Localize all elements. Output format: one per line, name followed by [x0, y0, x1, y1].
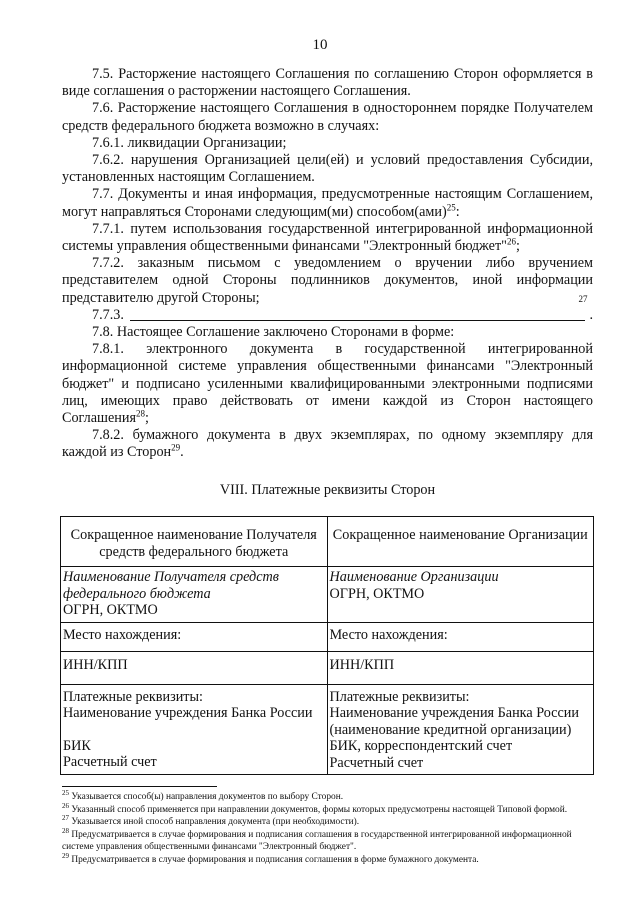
cell-recipient-location: Место нахождения:	[61, 622, 328, 652]
page-number: 10	[312, 37, 328, 53]
footnote-25: $^{25}$ Указывается способ(ы) направления документов по выбору Сторон.	[62, 788, 344, 802]
footnote-26: $^{26}$ Указанный способ применяется при направлении документов, формы которых предусмотрены настоящей Типовой формой.	[62, 801, 568, 815]
section-heading: VIII. Платежные реквизиты Сторон	[219, 481, 436, 498]
footnote-ref-25: 25	[446, 201, 456, 212]
clause-7-7-2: 7.7.2. заказным письмом с уведомлением о вручении либо вручением представителем одной Стороны подлинников документов, иной информации представителю другой Стороны;	[62, 255, 593, 306]
table-row	[61, 567, 594, 623]
clause-7-8-2: 7.8.2. бумажного документа в двух экземплярах, по одному экземпляру для каждой из Сторон$^{29}$.	[62, 427, 593, 461]
cell-organization-bank: Платежные реквизиты: Наименование учреждения Банка России (наименование кредитной организации) БИК, корреспондентский счет Расчетный счет	[327, 684, 594, 775]
footnote-29: $^{29}$ Предусматривается в случае формирования и подписания соглашения в форме бумажного документа.	[62, 851, 479, 865]
table-row	[61, 684, 594, 775]
payment-details-table	[60, 516, 594, 775]
clause-7-6: 7.6. Расторжение настоящего Соглашения в одностороннем порядке Получателем средств федерального бюджета возможно в случаях:	[62, 100, 593, 134]
cell-organization-name: Наименование Организации ОГРН, ОКТМО	[327, 567, 594, 623]
footnotes	[62, 788, 593, 867]
clause-7-6-1: 7.6.1. ликвидации Организации;	[92, 134, 287, 151]
header-cell-organization: Сокращенное наименование Организации	[327, 517, 594, 567]
cell-recipient-bank: Платежные реквизиты: Наименование учреждения Банка России БИК Расчетный счет	[61, 684, 328, 775]
clause-7-6-2: 7.6.2. нарушения Организацией цели(ей) и условий предоставления Субсидии, установленных настоящим Соглашением.	[62, 152, 593, 186]
document-body	[62, 66, 593, 515]
clause-7-7-3: 7.7.3. 27 .	[92, 294, 593, 323]
clause-7-7: 7.7. Документы и иная информация, предусмотренные настоящим Соглашением, могут направляться Сторонами следующим(ми) способом(ами)$^{25}$:	[62, 186, 593, 220]
table-row	[61, 517, 594, 567]
clause-7-5: 7.5. Расторжение настоящего Соглашения по соглашению Сторон оформляется в виде соглашения о расторжении настоящего Соглашения.	[62, 66, 593, 100]
footnote-ref-29: 29	[171, 442, 181, 453]
clause-7-7-1: 7.7.1. путем использования государственной интегрированной информационной системы управления общественными финансами "Электронный бюджет"$^{26}$;	[62, 220, 593, 255]
cell-recipient-inn: ИНН/КПП	[61, 652, 328, 685]
table-row	[61, 652, 594, 685]
clause-7-8-1: 7.8.1. электронного документа в государственной интегрированной информационной системе управления общественными финансами "Электронный бюджет" и подписано усиленными квалифицированными электронными подписями лиц, имеющих право действовать от имени каждой из Сторон настоящего Соглашения$^{28}$;	[62, 341, 593, 427]
header-cell-recipient: Сокращенное наименование Получателя средств федерального бюджета	[61, 517, 328, 567]
footnote-ref-28: 28	[135, 408, 145, 419]
cell-recipient-name: Наименование Получателя средств федерального бюджета ОГРН, ОКТМО	[61, 567, 328, 623]
footnote-28: $^{28}$ Предусматривается в случае формирования и подписания соглашения в государственной интегрированной информационной системе управления общественными финансами "Электронный бюджет".	[62, 826, 572, 853]
table-row	[61, 622, 594, 652]
footnote-27: $^{27}$ Указывается иной способ направления документа (при необходимости).	[62, 814, 360, 828]
blank-line: 27	[130, 308, 586, 321]
cell-organization-inn: ИНН/КПП	[327, 652, 594, 685]
cell-organization-location: Место нахождения:	[327, 622, 594, 652]
clause-7-8: 7.8. Настоящее Соглашение заключено Сторонами в форме:	[92, 324, 455, 341]
footnote-separator	[62, 786, 217, 787]
footnote-ref-26: 26	[506, 236, 516, 247]
